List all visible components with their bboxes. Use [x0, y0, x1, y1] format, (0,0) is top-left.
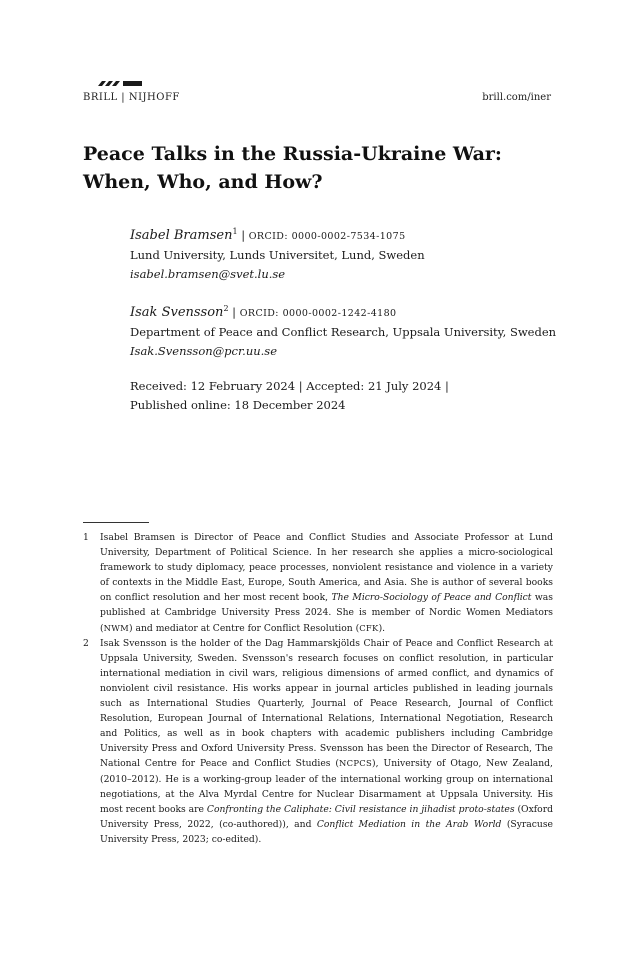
author-email-link[interactable]: Isak.Svensson@pcr.uu.se — [130, 343, 278, 358]
publisher-name: BRILL | NIJHOFF — [83, 92, 180, 103]
footnote-text-part: ). — [378, 622, 386, 634]
author-line: Isak Svensson$^2$ | ORCID: 0000-0002-1242-4180 — [130, 304, 397, 320]
footnote-text — [100, 530, 553, 636]
footnote-text-part: Isak Svensson is the holder of the Dag Hammarskjölds Chair of Peace and Conflict Research at Uppsala University, Sweden. Svensson's research focuses on conflict resolution, in particular international mediation in civil wars, religious dimensions of armed conflict, and dynamics of nonviolent civil resistance. His works appear in journal articles published in leading journals such as International Studies Quarterly, Journal of Peace Research, Journal of Conflict Resolution, European Journal of International Relations, International Negotiation, Research and Politics, as well as in book chapters with academic publishers including Cambridge University Press and Oxford University Press. Svensson has been the Director of Research, The National Centre for Peace and Conflict Studies ( — [100, 637, 553, 770]
abbreviation: CFK — [359, 622, 379, 633]
author-block — [130, 299, 570, 361]
footnote-2 — [83, 636, 553, 847]
author-affiliation: Department of Peace and Conflict Research, Uppsala University, Sweden — [130, 324, 557, 339]
footnote-text — [100, 636, 553, 847]
accepted-date: Accepted: 21 July 2024 — [306, 379, 442, 393]
published-date: Published online: 18 December 2024 — [130, 398, 346, 412]
dates-line: Received: 12 February 2024 | Accepted: 21 July 2024 | — [130, 379, 449, 393]
publication-dates — [130, 377, 570, 415]
orcid-label: ORCID: — [248, 230, 288, 242]
footnote-number: 2 — [83, 637, 89, 649]
article-title: Peace Talks in the Russia-Ukraine War: When, Who, and How? — [83, 143, 502, 193]
footnote-text-part: ), University of Otago, New Zealand, (2010–2012). He is a working-group leader of the international working group on international negotiations, at the Alva Myrdal Centre for Nuclear Disarmament at Uppsala University. His most recent books are — [100, 758, 553, 815]
received-date: Received: 12 February 2024 — [130, 379, 296, 393]
footnotes — [83, 530, 553, 847]
footnote-mark[interactable]: 2 — [223, 304, 229, 313]
author-affiliation: Lund University, Lunds Universitet, Lund, Sweden — [130, 247, 425, 262]
orcid-label: ORCID: — [239, 307, 279, 319]
author-name: Isak Svensson — [130, 304, 224, 320]
footnote-text-part: Isabel Bramsen is Director of Peace and Conflict Studies and Associate Professor at Lund University, Department of Political Science. In her research she applies a micro-sociological framework to study diplomacy, peace processes, nonviolent resistance and violence in a variety of contexts in the Middle East, Europe, South America, and Asia. She is author of several books on conflict resolution and her most recent book, — [100, 532, 553, 604]
footnote-text-part: was published at Cambridge University Press 2024. She is member of Nordic Women Mediators ( — [100, 592, 553, 634]
abbreviation: NWM — [103, 622, 130, 633]
footnote-text-part: (Syracuse University Press, 2023; co-edited). — [100, 818, 553, 845]
footnote-1 — [83, 530, 553, 636]
footnote-divider — [83, 522, 149, 523]
author-block — [130, 222, 570, 284]
author-line: Isabel Bramsen$^1$ | ORCID: 0000-0002-7534-1075 — [130, 227, 406, 243]
journal-url-link[interactable]: brill.com/iner — [482, 92, 551, 103]
footnote-text-part: (Oxford University Press, 2022, (co-authored)), and — [100, 803, 553, 830]
abbreviation: NCPCS — [339, 758, 373, 769]
footnote-mark[interactable]: 1 — [232, 227, 238, 236]
book-title: Confronting the Caliphate: Civil resistance in jihadist proto-states — [206, 803, 515, 815]
book-title: The Micro-Sociology of Peace and Conflict — [331, 592, 532, 604]
orcid-link[interactable]: 0000-0002-1242-4180 — [282, 307, 397, 319]
brill-logo-mark — [96, 80, 142, 88]
book-title: Conflict Mediation in the Arab World — [316, 818, 502, 830]
author-name: Isabel Bramsen — [130, 227, 233, 243]
footnote-number: 1 — [83, 532, 89, 543]
footnote-text-part: ) and mediator at Centre for Conflict Resolution ( — [129, 622, 360, 634]
orcid-link[interactable]: 0000-0002-7534-1075 — [291, 230, 406, 242]
author-email-link[interactable]: isabel.bramsen@svet.lu.se — [130, 266, 286, 281]
